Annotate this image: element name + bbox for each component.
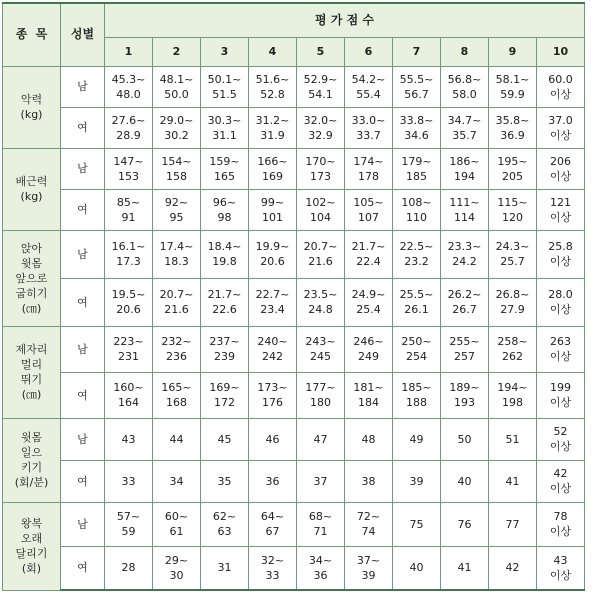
score-range-cell: 240~ 242	[249, 326, 297, 372]
score-range-cell: 41	[441, 546, 489, 590]
score-range-cell: 51	[489, 418, 537, 460]
gender-cell: 남	[61, 148, 105, 189]
score-range-cell: 199 이상	[537, 372, 585, 418]
score-range-cell: 32.0~ 32.9	[297, 107, 345, 148]
score-range-cell: 31	[201, 546, 249, 590]
score-range-cell: 49	[393, 418, 441, 460]
event-name-cell: 윗몸 일으 키기 (회/분)	[3, 418, 61, 502]
score-range-cell: 20.7~ 21.6	[153, 278, 201, 326]
score-range-cell: 43 이상	[537, 546, 585, 590]
score-range-cell: 255~ 257	[441, 326, 489, 372]
score-range-cell: 92~ 95	[153, 189, 201, 230]
score-group-header: 평 가 점 수	[105, 3, 585, 37]
score-header-6: 6	[345, 37, 393, 66]
score-range-cell: 51.6~ 52.8	[249, 66, 297, 107]
score-range-cell: 52 이상	[537, 418, 585, 460]
score-range-cell: 22.7~ 23.4	[249, 278, 297, 326]
score-range-cell: 43	[105, 418, 153, 460]
score-range-cell: 34.7~ 35.7	[441, 107, 489, 148]
score-range-cell: 206 이상	[537, 148, 585, 189]
score-table-body	[3, 66, 585, 590]
score-range-cell: 27.6~ 28.9	[105, 107, 153, 148]
score-range-cell: 31.2~ 31.9	[249, 107, 297, 148]
score-range-cell: 45.3~ 48.0	[105, 66, 153, 107]
score-range-cell: 85~ 91	[105, 189, 153, 230]
score-range-cell: 38	[345, 460, 393, 502]
score-range-cell: 56.8~ 58.0	[441, 66, 489, 107]
score-range-cell: 102~ 104	[297, 189, 345, 230]
event-name-cell: 악력 (kg)	[3, 66, 61, 148]
score-range-cell: 108~ 110	[393, 189, 441, 230]
score-range-cell: 232~ 236	[153, 326, 201, 372]
score-range-cell: 28	[105, 546, 153, 590]
score-range-cell: 154~ 158	[153, 148, 201, 189]
event-name-cell: 왕복 오래 달리기 (회)	[3, 502, 61, 590]
score-range-cell: 121 이상	[537, 189, 585, 230]
gender-cell: 남	[61, 230, 105, 278]
score-range-cell: 77	[489, 502, 537, 546]
score-range-cell: 16.1~ 17.3	[105, 230, 153, 278]
score-range-cell: 46	[249, 418, 297, 460]
score-range-cell: 50.1~ 51.5	[201, 66, 249, 107]
score-range-cell: 64~ 67	[249, 502, 297, 546]
score-range-cell: 24.3~ 25.7	[489, 230, 537, 278]
score-range-cell: 258~ 262	[489, 326, 537, 372]
score-range-cell: 37.0 이상	[537, 107, 585, 148]
score-range-cell: 223~ 231	[105, 326, 153, 372]
score-range-cell: 263 이상	[537, 326, 585, 372]
score-range-cell: 166~ 169	[249, 148, 297, 189]
score-range-cell: 58.1~ 59.9	[489, 66, 537, 107]
score-range-cell: 76	[441, 502, 489, 546]
score-header-3: 3	[201, 37, 249, 66]
score-range-cell: 78 이상	[537, 502, 585, 546]
score-range-cell: 29.0~ 30.2	[153, 107, 201, 148]
score-range-cell: 42 이상	[537, 460, 585, 502]
score-header-10: 10	[537, 37, 585, 66]
score-range-cell: 170~ 173	[297, 148, 345, 189]
score-header-5: 5	[297, 37, 345, 66]
gender-cell: 남	[61, 66, 105, 107]
score-range-cell: 18.4~ 19.8	[201, 230, 249, 278]
event-name-cell: 제자리 멀리 뛰기 (㎝)	[3, 326, 61, 418]
score-range-cell: 28.0 이상	[537, 278, 585, 326]
table-row	[3, 107, 585, 148]
score-range-cell: 34	[153, 460, 201, 502]
score-range-cell: 115~ 120	[489, 189, 537, 230]
score-range-cell: 20.7~ 21.6	[297, 230, 345, 278]
table-row	[3, 372, 585, 418]
score-range-cell: 35	[201, 460, 249, 502]
score-range-cell: 237~ 239	[201, 326, 249, 372]
score-range-cell: 48.1~ 50.0	[153, 66, 201, 107]
score-range-cell: 246~ 249	[345, 326, 393, 372]
score-range-cell: 48	[345, 418, 393, 460]
gender-cell: 여	[61, 189, 105, 230]
score-range-cell: 41	[489, 460, 537, 502]
gender-cell: 여	[61, 546, 105, 590]
gender-header: 성별	[61, 3, 105, 66]
event-header: 종 목	[3, 3, 61, 66]
score-range-cell: 250~ 254	[393, 326, 441, 372]
score-range-cell: 60~ 61	[153, 502, 201, 546]
score-range-cell: 44	[153, 418, 201, 460]
score-range-cell: 105~ 107	[345, 189, 393, 230]
score-range-cell: 165~ 168	[153, 372, 201, 418]
score-range-cell: 194~ 198	[489, 372, 537, 418]
table-row	[3, 66, 585, 107]
score-range-cell: 37	[297, 460, 345, 502]
table-row	[3, 230, 585, 278]
score-range-cell: 37~ 39	[345, 546, 393, 590]
table-row	[3, 502, 585, 546]
score-range-cell: 25.8 이상	[537, 230, 585, 278]
score-range-cell: 33.0~ 33.7	[345, 107, 393, 148]
gender-cell: 남	[61, 502, 105, 546]
score-range-cell: 45	[201, 418, 249, 460]
score-header-7: 7	[393, 37, 441, 66]
score-range-cell: 185~ 188	[393, 372, 441, 418]
score-range-cell: 147~ 153	[105, 148, 153, 189]
score-range-cell: 17.4~ 18.3	[153, 230, 201, 278]
score-range-cell: 40	[441, 460, 489, 502]
score-range-cell: 186~ 194	[441, 148, 489, 189]
score-range-cell: 40	[393, 546, 441, 590]
score-range-cell: 195~ 205	[489, 148, 537, 189]
score-range-cell: 160~ 164	[105, 372, 153, 418]
score-range-cell: 26.2~ 26.7	[441, 278, 489, 326]
gender-cell: 여	[61, 107, 105, 148]
score-range-cell: 75	[393, 502, 441, 546]
score-range-cell: 177~ 180	[297, 372, 345, 418]
score-range-cell: 60.0 이상	[537, 66, 585, 107]
score-range-cell: 19.5~ 20.6	[105, 278, 153, 326]
score-range-cell: 29~ 30	[153, 546, 201, 590]
table-row	[3, 546, 585, 590]
score-range-cell: 111~ 114	[441, 189, 489, 230]
score-range-cell: 39	[393, 460, 441, 502]
score-range-cell: 54.2~ 55.4	[345, 66, 393, 107]
score-range-cell: 35.8~ 36.9	[489, 107, 537, 148]
score-range-cell: 181~ 184	[345, 372, 393, 418]
score-header-4: 4	[249, 37, 297, 66]
event-name-cell: 앉아 윗몸 앞으로 굽히기 (㎝)	[3, 230, 61, 326]
score-range-cell: 34~ 36	[297, 546, 345, 590]
score-header-9: 9	[489, 37, 537, 66]
score-range-cell: 42	[489, 546, 537, 590]
score-range-cell: 32~ 33	[249, 546, 297, 590]
score-range-cell: 169~ 172	[201, 372, 249, 418]
score-range-cell: 33.8~ 34.6	[393, 107, 441, 148]
score-range-cell: 243~ 245	[297, 326, 345, 372]
score-range-cell: 72~ 74	[345, 502, 393, 546]
event-name-cell: 배근력 (kg)	[3, 148, 61, 230]
score-range-cell: 25.5~ 26.1	[393, 278, 441, 326]
score-table-container	[2, 2, 585, 591]
score-range-cell: 52.9~ 54.1	[297, 66, 345, 107]
table-row	[3, 189, 585, 230]
score-range-cell: 173~ 176	[249, 372, 297, 418]
score-range-cell: 22.5~ 23.2	[393, 230, 441, 278]
score-range-cell: 159~ 165	[201, 148, 249, 189]
score-range-cell: 55.5~ 56.7	[393, 66, 441, 107]
score-header-2: 2	[153, 37, 201, 66]
score-range-cell: 21.7~ 22.4	[345, 230, 393, 278]
score-range-cell: 30.3~ 31.1	[201, 107, 249, 148]
score-range-cell: 19.9~ 20.6	[249, 230, 297, 278]
gender-cell: 여	[61, 460, 105, 502]
gender-cell: 여	[61, 372, 105, 418]
table-row	[3, 278, 585, 326]
score-range-cell: 47	[297, 418, 345, 460]
table-row	[3, 148, 585, 189]
score-range-cell: 23.3~ 24.2	[441, 230, 489, 278]
score-range-cell: 179~ 185	[393, 148, 441, 189]
score-range-cell: 189~ 193	[441, 372, 489, 418]
score-header-8: 8	[441, 37, 489, 66]
table-row	[3, 418, 585, 460]
score-range-cell: 33	[105, 460, 153, 502]
score-range-cell: 21.7~ 22.6	[201, 278, 249, 326]
score-range-cell: 62~ 63	[201, 502, 249, 546]
gender-cell: 여	[61, 278, 105, 326]
score-header-1: 1	[105, 37, 153, 66]
score-range-cell: 57~ 59	[105, 502, 153, 546]
fitness-score-table	[2, 2, 585, 591]
score-range-cell: 174~ 178	[345, 148, 393, 189]
score-range-cell: 99~ 101	[249, 189, 297, 230]
table-row	[3, 326, 585, 372]
gender-cell: 남	[61, 418, 105, 460]
score-range-cell: 36	[249, 460, 297, 502]
score-range-cell: 50	[441, 418, 489, 460]
gender-cell: 남	[61, 326, 105, 372]
score-range-cell: 68~ 71	[297, 502, 345, 546]
score-range-cell: 96~ 98	[201, 189, 249, 230]
score-range-cell: 24.9~ 25.4	[345, 278, 393, 326]
table-row	[3, 460, 585, 502]
score-range-cell: 23.5~ 24.8	[297, 278, 345, 326]
score-range-cell: 26.8~ 27.9	[489, 278, 537, 326]
